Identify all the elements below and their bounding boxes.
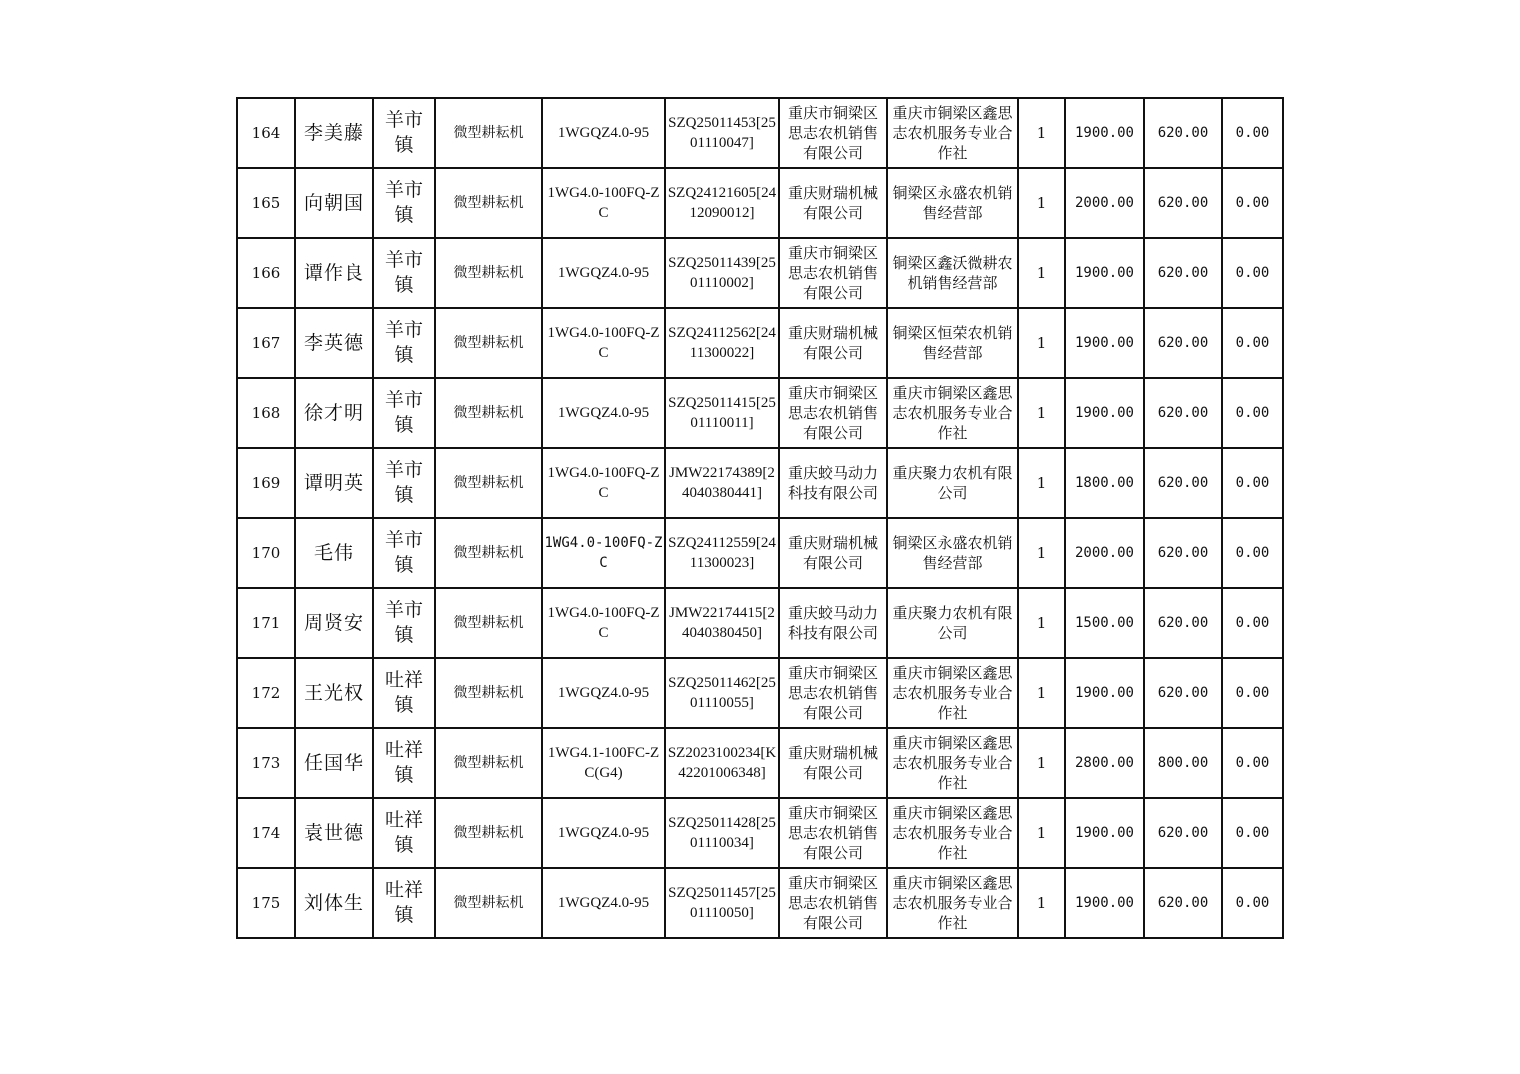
subsidy-amount-cell: 620.00 — [1144, 238, 1222, 308]
sale-price-cell: 2000.00 — [1065, 168, 1144, 238]
row-number-cell: 170 — [237, 518, 295, 588]
serial-number-cell: JMW22174389[24040380441] — [665, 448, 779, 518]
table-row — [237, 518, 1283, 588]
serial-number-cell: SZQ25011415[2501110011] — [665, 378, 779, 448]
table-row — [237, 728, 1283, 798]
table-row — [237, 448, 1283, 518]
town-cell: 吐祥镇 — [373, 868, 435, 938]
town-cell: 吐祥镇 — [373, 728, 435, 798]
table-row — [237, 798, 1283, 868]
manufacturer-cell: 重庆财瑞机械有限公司 — [779, 518, 887, 588]
row-number-cell: 164 — [237, 98, 295, 168]
sale-price-cell: 1900.00 — [1065, 378, 1144, 448]
quantity-cell: 1 — [1018, 238, 1065, 308]
sale-price-cell: 1900.00 — [1065, 798, 1144, 868]
model-cell: 1WGQZ4.0-95 — [542, 378, 665, 448]
row-number-cell: 174 — [237, 798, 295, 868]
dealer-cell: 重庆聚力农机有限公司 — [887, 588, 1018, 658]
table-row — [237, 588, 1283, 658]
table-body — [237, 98, 1283, 938]
model-cell: 1WGQZ4.0-95 — [542, 868, 665, 938]
model-cell: 1WG4.0-100FQ-ZC — [542, 308, 665, 378]
extra-amount-cell: 0.00 — [1222, 98, 1283, 168]
serial-number-cell: SZQ24112562[2411300022] — [665, 308, 779, 378]
row-number-cell: 168 — [237, 378, 295, 448]
row-number-cell: 166 — [237, 238, 295, 308]
manufacturer-cell: 重庆财瑞机械有限公司 — [779, 308, 887, 378]
buyer-name-cell: 谭明英 — [295, 448, 373, 518]
extra-amount-cell: 0.00 — [1222, 378, 1283, 448]
sale-price-cell: 2000.00 — [1065, 518, 1144, 588]
serial-number-cell: SZQ24121605[2412090012] — [665, 168, 779, 238]
town-cell: 羊市镇 — [373, 518, 435, 588]
manufacturer-cell: 重庆市铜梁区思志农机销售有限公司 — [779, 868, 887, 938]
subsidy-amount-cell: 620.00 — [1144, 168, 1222, 238]
table-row — [237, 868, 1283, 938]
extra-amount-cell: 0.00 — [1222, 658, 1283, 728]
row-number-cell: 165 — [237, 168, 295, 238]
model-cell: 1WG4.0-100FQ-ZC — [542, 168, 665, 238]
extra-amount-cell: 0.00 — [1222, 518, 1283, 588]
sale-price-cell: 1900.00 — [1065, 238, 1144, 308]
machine-type-cell: 微型耕耘机 — [435, 588, 542, 658]
town-cell: 羊市镇 — [373, 168, 435, 238]
row-number-cell: 169 — [237, 448, 295, 518]
serial-number-cell: SZQ25011457[2501110050] — [665, 868, 779, 938]
quantity-cell: 1 — [1018, 658, 1065, 728]
manufacturer-cell: 重庆财瑞机械有限公司 — [779, 728, 887, 798]
buyer-name-cell: 任国华 — [295, 728, 373, 798]
quantity-cell: 1 — [1018, 728, 1065, 798]
sale-price-cell: 1900.00 — [1065, 98, 1144, 168]
machine-type-cell: 微型耕耘机 — [435, 448, 542, 518]
model-cell: 1WGQZ4.0-95 — [542, 798, 665, 868]
buyer-name-cell: 向朝国 — [295, 168, 373, 238]
row-number-cell: 172 — [237, 658, 295, 728]
machine-type-cell: 微型耕耘机 — [435, 238, 542, 308]
table-row — [237, 308, 1283, 378]
town-cell: 吐祥镇 — [373, 798, 435, 868]
manufacturer-cell: 重庆蛟马动力科技有限公司 — [779, 588, 887, 658]
town-cell: 羊市镇 — [373, 308, 435, 378]
town-cell: 羊市镇 — [373, 378, 435, 448]
town-cell: 羊市镇 — [373, 98, 435, 168]
manufacturer-cell: 重庆市铜梁区思志农机销售有限公司 — [779, 238, 887, 308]
dealer-cell: 铜梁区永盛农机销售经营部 — [887, 168, 1018, 238]
table-row — [237, 98, 1283, 168]
table-row — [237, 378, 1283, 448]
dealer-cell: 铜梁区永盛农机销售经营部 — [887, 518, 1018, 588]
row-number-cell: 167 — [237, 308, 295, 378]
manufacturer-cell: 重庆蛟马动力科技有限公司 — [779, 448, 887, 518]
subsidy-amount-cell: 620.00 — [1144, 798, 1222, 868]
dealer-cell: 重庆市铜梁区鑫思志农机服务专业合作社 — [887, 378, 1018, 448]
extra-amount-cell: 0.00 — [1222, 728, 1283, 798]
buyer-name-cell: 徐才明 — [295, 378, 373, 448]
extra-amount-cell: 0.00 — [1222, 798, 1283, 868]
manufacturer-cell: 重庆财瑞机械有限公司 — [779, 168, 887, 238]
extra-amount-cell: 0.00 — [1222, 868, 1283, 938]
machine-type-cell: 微型耕耘机 — [435, 378, 542, 448]
sale-price-cell: 1500.00 — [1065, 588, 1144, 658]
model-cell: 1WG4.0-100FQ-ZC — [542, 448, 665, 518]
sale-price-cell: 1900.00 — [1065, 868, 1144, 938]
subsidy-amount-cell: 620.00 — [1144, 588, 1222, 658]
extra-amount-cell: 0.00 — [1222, 168, 1283, 238]
town-cell: 吐祥镇 — [373, 658, 435, 728]
quantity-cell: 1 — [1018, 798, 1065, 868]
buyer-name-cell: 李美藤 — [295, 98, 373, 168]
dealer-cell: 铜梁区鑫沃微耕农机销售经营部 — [887, 238, 1018, 308]
sale-price-cell: 2800.00 — [1065, 728, 1144, 798]
manufacturer-cell: 重庆市铜梁区思志农机销售有限公司 — [779, 658, 887, 728]
buyer-name-cell: 周贤安 — [295, 588, 373, 658]
machine-type-cell: 微型耕耘机 — [435, 168, 542, 238]
quantity-cell: 1 — [1018, 168, 1065, 238]
subsidy-amount-cell: 620.00 — [1144, 378, 1222, 448]
model-cell: 1WGQZ4.0-95 — [542, 658, 665, 728]
quantity-cell: 1 — [1018, 378, 1065, 448]
machine-type-cell: 微型耕耘机 — [435, 868, 542, 938]
subsidy-amount-cell: 620.00 — [1144, 308, 1222, 378]
row-number-cell: 171 — [237, 588, 295, 658]
extra-amount-cell: 0.00 — [1222, 588, 1283, 658]
subsidy-amount-cell: 620.00 — [1144, 98, 1222, 168]
serial-number-cell: SZQ25011439[2501110002] — [665, 238, 779, 308]
model-cell: 1WGQZ4.0-95 — [542, 98, 665, 168]
manufacturer-cell: 重庆市铜梁区思志农机销售有限公司 — [779, 98, 887, 168]
subsidy-amount-cell: 620.00 — [1144, 658, 1222, 728]
serial-number-cell: JMW22174415[24040380450] — [665, 588, 779, 658]
sale-price-cell: 1900.00 — [1065, 658, 1144, 728]
buyer-name-cell: 刘体生 — [295, 868, 373, 938]
table-row — [237, 168, 1283, 238]
buyer-name-cell: 谭作良 — [295, 238, 373, 308]
manufacturer-cell: 重庆市铜梁区思志农机销售有限公司 — [779, 378, 887, 448]
buyer-name-cell: 毛伟 — [295, 518, 373, 588]
serial-number-cell: SZQ25011453[2501110047] — [665, 98, 779, 168]
dealer-cell: 重庆市铜梁区鑫思志农机服务专业合作社 — [887, 798, 1018, 868]
sale-price-cell: 1900.00 — [1065, 308, 1144, 378]
buyer-name-cell: 李英德 — [295, 308, 373, 378]
sale-price-cell: 1800.00 — [1065, 448, 1144, 518]
quantity-cell: 1 — [1018, 518, 1065, 588]
town-cell: 羊市镇 — [373, 588, 435, 658]
quantity-cell: 1 — [1018, 98, 1065, 168]
row-number-cell: 175 — [237, 868, 295, 938]
extra-amount-cell: 0.00 — [1222, 308, 1283, 378]
model-cell: 1WG4.0-100FQ-ZC — [542, 588, 665, 658]
town-cell: 羊市镇 — [373, 238, 435, 308]
manufacturer-cell: 重庆市铜梁区思志农机销售有限公司 — [779, 798, 887, 868]
machine-type-cell: 微型耕耘机 — [435, 798, 542, 868]
quantity-cell: 1 — [1018, 868, 1065, 938]
extra-amount-cell: 0.00 — [1222, 238, 1283, 308]
quantity-cell: 1 — [1018, 448, 1065, 518]
machine-type-cell: 微型耕耘机 — [435, 308, 542, 378]
subsidy-amount-cell: 620.00 — [1144, 868, 1222, 938]
buyer-name-cell: 王光权 — [295, 658, 373, 728]
machine-type-cell: 微型耕耘机 — [435, 658, 542, 728]
quantity-cell: 1 — [1018, 588, 1065, 658]
serial-number-cell: SZ2023100234[K42201006348] — [665, 728, 779, 798]
table-row — [237, 658, 1283, 728]
model-cell: 1WGQZ4.0-95 — [542, 238, 665, 308]
machine-type-cell: 微型耕耘机 — [435, 518, 542, 588]
machine-type-cell: 微型耕耘机 — [435, 728, 542, 798]
dealer-cell: 重庆市铜梁区鑫思志农机服务专业合作社 — [887, 658, 1018, 728]
town-cell: 羊市镇 — [373, 448, 435, 518]
dealer-cell: 重庆市铜梁区鑫思志农机服务专业合作社 — [887, 868, 1018, 938]
serial-number-cell: SZQ25011428[2501110034] — [665, 798, 779, 868]
serial-number-cell: SZQ24112559[2411300023] — [665, 518, 779, 588]
extra-amount-cell: 0.00 — [1222, 448, 1283, 518]
model-cell: 1WG4.1-100FC-ZC(G4) — [542, 728, 665, 798]
row-number-cell: 173 — [237, 728, 295, 798]
subsidy-amount-cell: 620.00 — [1144, 518, 1222, 588]
dealer-cell: 重庆聚力农机有限公司 — [887, 448, 1018, 518]
serial-number-cell: SZQ25011462[2501110055] — [665, 658, 779, 728]
table-row — [237, 238, 1283, 308]
subsidy-amount-cell: 800.00 — [1144, 728, 1222, 798]
dealer-cell: 重庆市铜梁区鑫思志农机服务专业合作社 — [887, 98, 1018, 168]
quantity-cell: 1 — [1018, 308, 1065, 378]
model-cell: 1WG4.0-100FQ-ZC — [542, 518, 665, 588]
subsidy-amount-cell: 620.00 — [1144, 448, 1222, 518]
dealer-cell: 铜梁区恒荣农机销售经营部 — [887, 308, 1018, 378]
buyer-name-cell: 袁世德 — [295, 798, 373, 868]
machine-type-cell: 微型耕耘机 — [435, 98, 542, 168]
dealer-cell: 重庆市铜梁区鑫思志农机服务专业合作社 — [887, 728, 1018, 798]
subsidy-record-table — [236, 97, 1284, 939]
